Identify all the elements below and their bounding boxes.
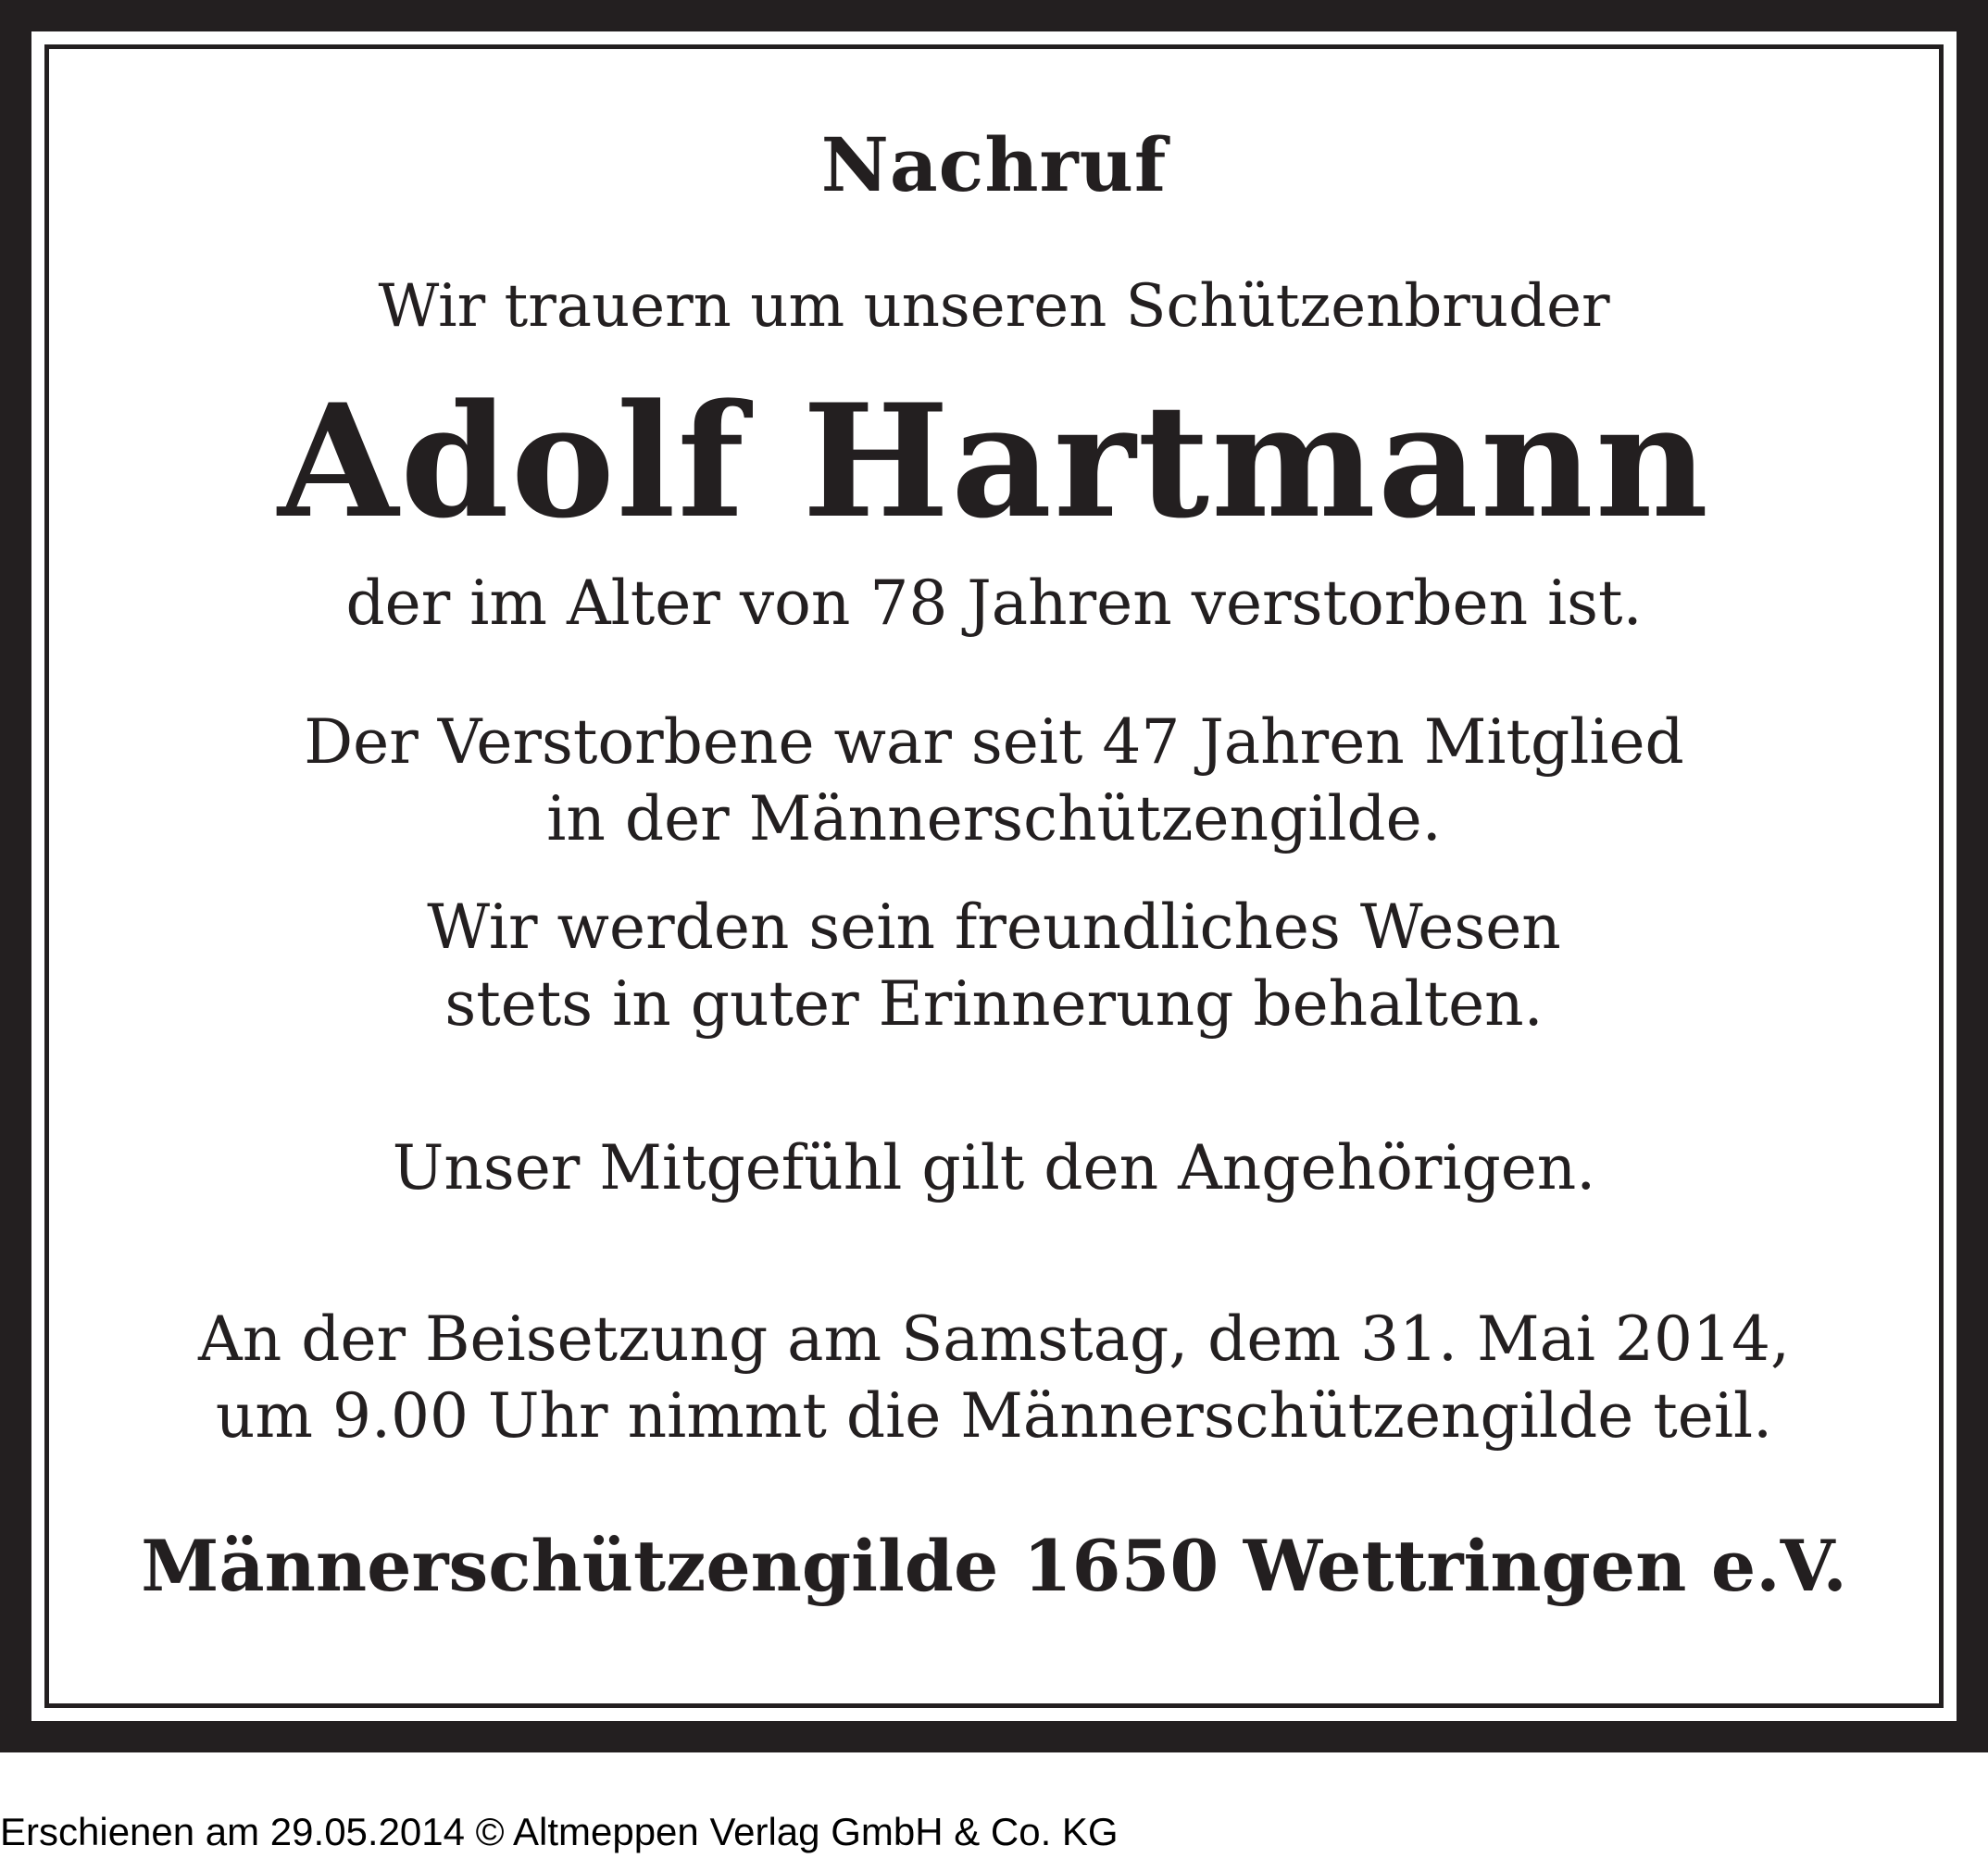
obituary-notice xyxy=(31,31,1957,1721)
notice-heading: Nachruf xyxy=(820,121,1168,208)
memory-line-2: stets in guter Erinnerung behalten. xyxy=(444,968,1544,1040)
memory-line-1: Wir werden sein freundliches Wesen xyxy=(427,892,1561,963)
funeral-line-2: um 9.00 Uhr nimmt die Männerschützengilde teil. xyxy=(215,1380,1773,1452)
obituary-panel xyxy=(31,31,1957,1721)
age-line: der im Alter von 78 Jahren verstorben ist. xyxy=(345,567,1643,639)
membership-line-1: Der Verstorbene war seit 47 Jahren Mitglied xyxy=(304,706,1684,778)
membership-line-2: in der Männerschützengilde. xyxy=(546,783,1442,854)
deceased-name: Adolf Hartmann xyxy=(277,369,1711,553)
notice-intro: Wir trauern um unseren Schützenbruder xyxy=(378,272,1610,341)
funeral-line-1: An der Beisetzung am Samstag, dem 31. Mai 2014, xyxy=(198,1303,1790,1375)
publication-note: Erschienen am 29.05.2014 © Altmeppen Verlag GmbH & Co. KG xyxy=(0,1810,1119,1853)
sympathy-line: Unser Mitgefühl gilt den Angehörigen. xyxy=(392,1132,1596,1203)
club-signature: Männerschützengilde 1650 Wettringen e.V. xyxy=(141,1525,1847,1607)
